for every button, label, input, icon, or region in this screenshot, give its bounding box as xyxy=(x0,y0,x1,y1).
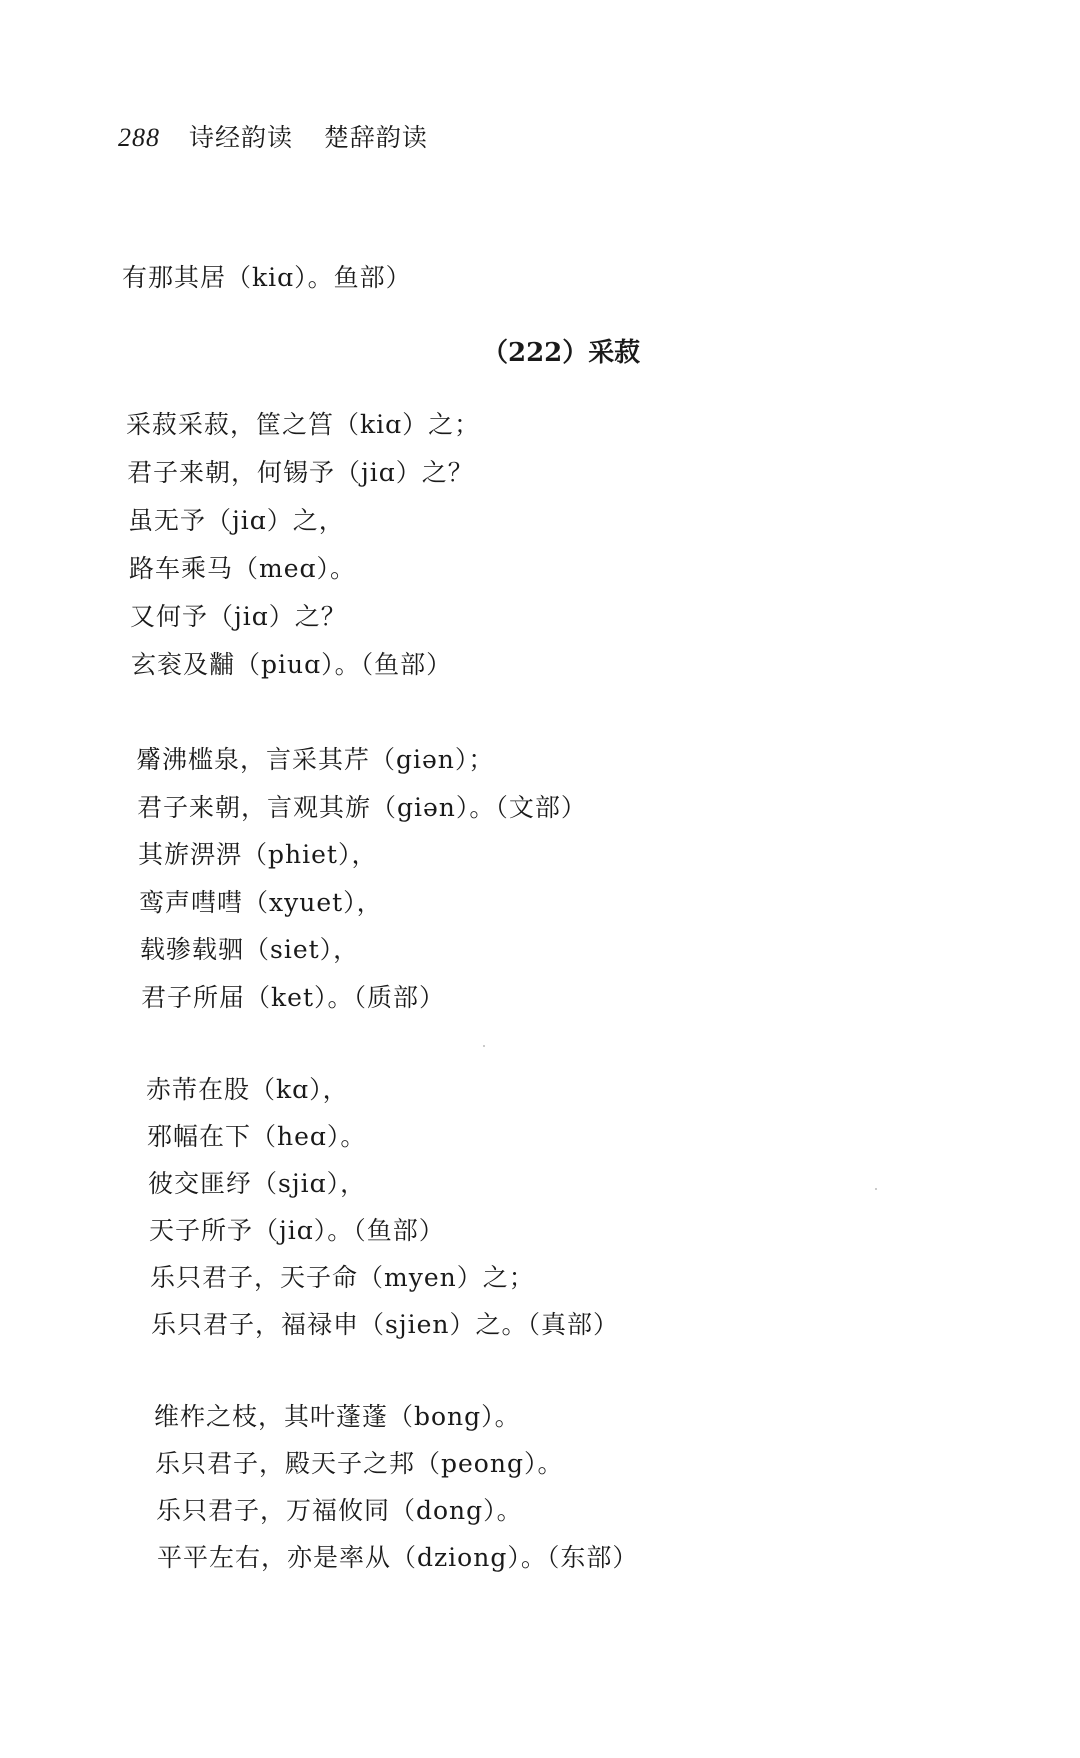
poem-line: 彼交匪纾（sjiɑ）， xyxy=(148,1169,367,1198)
scan-speck xyxy=(875,1188,877,1190)
poem-line: 路车乘马（meɑ）。 xyxy=(129,554,357,583)
poem-line: 维柞之枝，其叶蓬蓬（bong）。 xyxy=(154,1402,521,1431)
scan-speck xyxy=(483,1045,485,1047)
poem-line: 鸾声嘒嘒（xyuet）， xyxy=(139,888,383,917)
poem-line: 乐只君子，福禄申（sjien）之。（真部） xyxy=(151,1310,619,1339)
carry-over-line: 有那其居（kiɑ）。鱼部） xyxy=(122,263,412,292)
poem-line: 其旂淠淠（phiet）， xyxy=(138,840,378,869)
poem-line: 邪幅在下（heɑ）。 xyxy=(147,1122,367,1151)
running-head xyxy=(118,118,428,154)
section-title: 楚辞韵读 xyxy=(323,123,428,152)
poem-line: 玄衮及黼（piuɑ）。（鱼部） xyxy=(131,650,453,679)
book-title: 诗经韵读 xyxy=(188,123,293,152)
poem-line: 君子来朝，何锡予（jiɑ）之？ xyxy=(127,458,474,487)
poem-line: 君子所届（ket）。（质部） xyxy=(141,983,445,1012)
poem-line: 虽无予（jiɑ）之， xyxy=(128,506,345,535)
poem-line: 觱沸槛泉，言采其芹（giən）； xyxy=(136,745,495,774)
poem-line: 乐只君子，殿天子之邦（peong）。 xyxy=(155,1449,564,1478)
poem-title: （222）采菽 xyxy=(482,338,641,368)
poem-line: 君子来朝，言观其旂（giən）。（文部） xyxy=(137,793,587,822)
poem-line: 乐只君子，万福攸同（dong）。 xyxy=(156,1496,523,1525)
poem-line: 又何予（jiɑ）之？ xyxy=(130,602,347,631)
poem-line: 乐只君子，天子命（myen）之； xyxy=(150,1263,535,1292)
poem-line: 天子所予（jiɑ）。（鱼部） xyxy=(149,1216,445,1245)
poem-line: 载骖载驷（siet）， xyxy=(140,935,360,964)
poem-line: 采菽采菽，筐之筥（kiɑ）之； xyxy=(126,410,481,439)
page-number: 288 xyxy=(118,123,160,152)
poem-line: 赤芾在股（kɑ）， xyxy=(146,1075,349,1104)
poem-line: 平平左右，亦是率从（dziong）。（东部） xyxy=(157,1543,639,1572)
